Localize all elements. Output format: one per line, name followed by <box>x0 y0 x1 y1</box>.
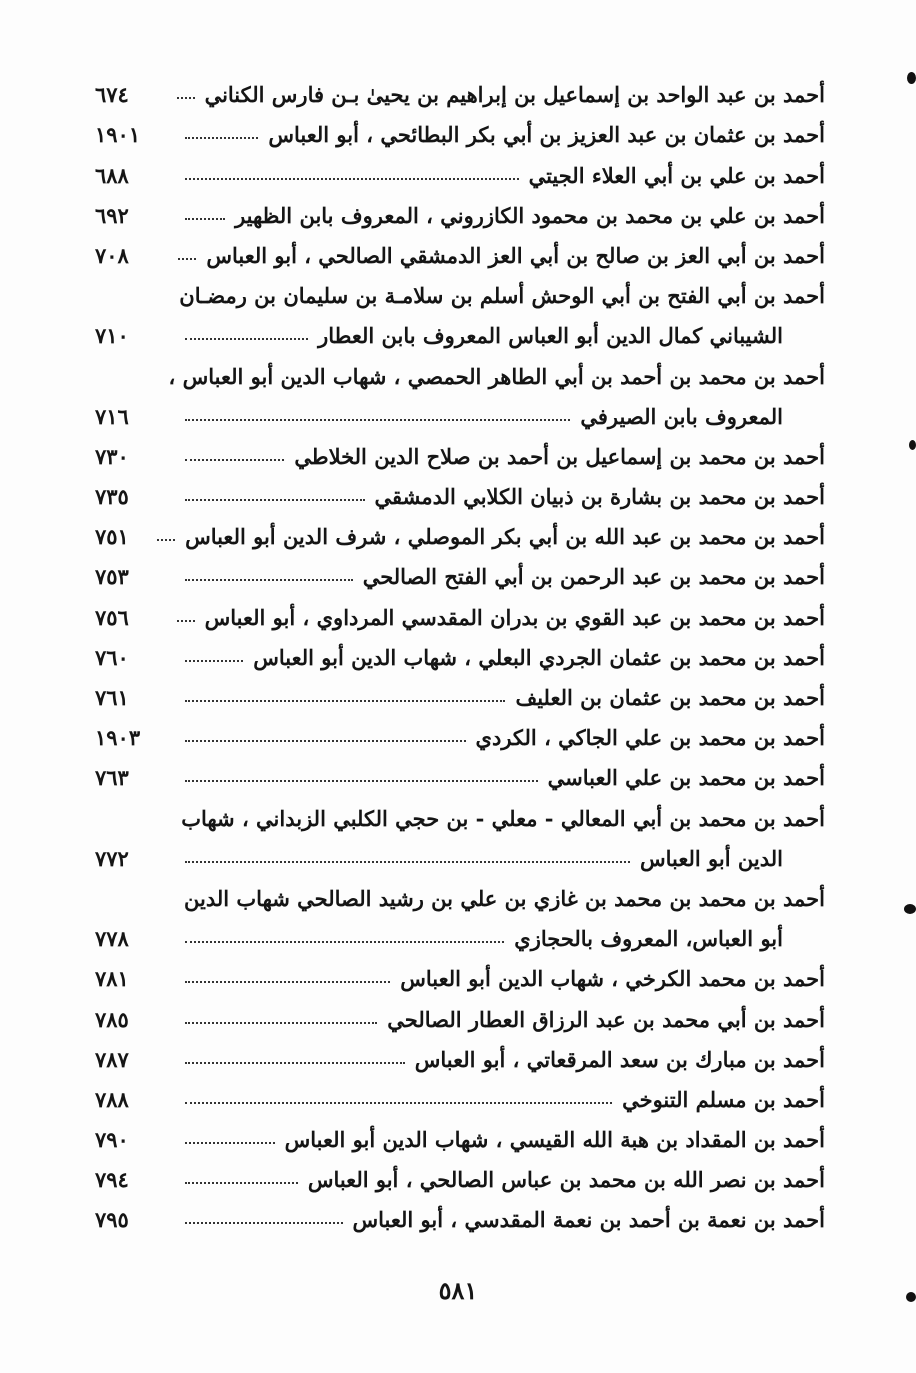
entry-page-number: ٧٣٠ <box>95 443 129 469</box>
index-entry <box>95 594 825 634</box>
dot-leader <box>185 1062 405 1064</box>
entry-page-number: ٧٨٨ <box>95 1086 129 1112</box>
dot-leader <box>185 861 630 863</box>
entry-name: أحمد بن مبارك بن سعد المرقعاتي ، أبو العباس <box>414 1046 825 1072</box>
entry-name: أحمد بن أبي محمد بن عبد الرزاق العطار الصالحي <box>387 1006 825 1032</box>
entry-name: أحمد بن محمد بن بشارة بن ذبيان الكلابي الدمشقي <box>374 484 825 510</box>
entry-name: أحمد بن محمد الكرخي ، شهاب الدين أبو العباس <box>400 966 825 992</box>
dot-leader <box>185 700 505 702</box>
entry-name: أحمد بن محمد بن محمد بن غازي بن علي بن رشيد الصالحي شهاب الدين <box>184 885 825 911</box>
index-entry <box>95 193 825 233</box>
entry-page-number: ٧٨٧ <box>95 1046 129 1072</box>
dot-leader <box>185 579 353 581</box>
entry-name: أحمد بن محمد بن عبد القوي بن بدران المقدسي المرداوي ، أبو العباس <box>204 604 825 630</box>
entry-page-number: ٧٥٣ <box>95 564 129 590</box>
index-entry <box>95 996 825 1036</box>
dot-leader <box>185 1022 377 1024</box>
dot-leader <box>157 539 175 541</box>
entry-name: أحمد بن أبي الفتح بن أبي الوحش أسلم بن سلامـة بن سليمان بن رمضـان <box>179 283 825 309</box>
entry-name: أحمد بن محمد بن عثمان بن العليف <box>515 685 825 710</box>
entry-page-number: ٦٩٢ <box>95 202 129 228</box>
entry-page-number: ١٩٠١ <box>95 122 141 148</box>
index-entry <box>95 1157 825 1197</box>
entry-name: أحمد بن أبي العز بن صالح بن أبي العز الدمشقي الصالحي ، أبو العباس <box>206 242 825 268</box>
dot-leader <box>185 499 365 501</box>
entry-name: أحمد بن عبد الواحد بن إسماعيل بن إبراهيم بن يحيىٰ بـن فارس الكناني <box>204 82 825 108</box>
entry-page-number: ٧١٠ <box>95 323 129 349</box>
index-entry <box>95 273 825 353</box>
entry-page-number: ٧٩٥ <box>95 1207 129 1233</box>
entry-name-continuation: الدين أبو العباس <box>640 845 783 871</box>
entry-name-continuation: أبو العباس، المعروف بالحجازي <box>514 926 783 952</box>
dot-leader <box>185 1222 343 1224</box>
entry-page-number: ٧٥٦ <box>95 604 129 630</box>
dot-leader <box>185 137 258 139</box>
entry-name: أحمد بن المقداد بن هبة الله القيسي ، شهاب الدين أبو العباس <box>284 1127 825 1153</box>
dot-leader <box>185 1182 298 1184</box>
entry-name: أحمد بن نصر الله بن محمد بن عباس الصالحي ، أبو العباس <box>307 1167 825 1193</box>
dot-leader <box>185 419 570 421</box>
dot-leader <box>185 660 243 662</box>
entry-page-number: ٧٩٤ <box>95 1167 129 1193</box>
entry-page-number: ٧٨١ <box>95 966 129 992</box>
dot-leader <box>185 740 466 742</box>
entry-page-number: ١٩٠٣ <box>95 725 141 751</box>
entry-name: أحمد بن محمد بن أحمد بن أبي الطاهر الحمصي ، شهاب الدين أبو العباس ، <box>168 363 825 389</box>
dot-leader <box>185 459 284 461</box>
index-entry <box>95 353 825 433</box>
entry-name: أحمد بن مسلم التنوخي <box>622 1086 825 1112</box>
entry-page-number: ٧٧٢ <box>95 845 129 871</box>
dot-leader <box>185 1142 275 1144</box>
index-list <box>95 72 825 1237</box>
index-entry <box>95 72 825 112</box>
index-entry <box>95 474 825 514</box>
entry-name: أحمد بن علي بن أبي العلاء الجيتي <box>528 162 825 188</box>
entry-name: أحمد بن محمد بن عبد الرحمن بن أبي الفتح الصالحي <box>362 564 825 590</box>
entry-name: أحمد بن محمد بن عثمان الجردي البعلي ، شهاب الدين أبو العباس <box>253 644 825 670</box>
index-entry <box>95 1117 825 1157</box>
index-entry <box>95 554 825 594</box>
index-entry <box>95 1037 825 1077</box>
entry-name-continuation: المعروف بابن الصيرفي <box>580 403 783 429</box>
scan-speck <box>906 1292 916 1302</box>
index-entry <box>95 233 825 273</box>
entry-page-number: ٧٠٨ <box>95 242 129 268</box>
entry-name: أحمد بن محمد بن علي الجاكي ، الكردي <box>475 725 825 751</box>
dot-leader <box>185 1102 612 1104</box>
dot-leader <box>185 941 504 943</box>
dot-leader <box>185 338 308 340</box>
entry-page-number: ٧١٦ <box>95 403 129 429</box>
dot-leader <box>185 218 225 220</box>
entry-name: أحمد بن محمد بن أبي المعالي - معلي - بن حجي الكلبي الزبداني ، شهاب <box>181 805 825 831</box>
index-entry <box>95 635 825 675</box>
index-entry <box>95 876 825 956</box>
index-entry <box>95 1077 825 1117</box>
index-entry <box>95 755 825 795</box>
entry-name: أحمد بن عثمان بن عبد العزيز بن أبي بكر البطائحي ، أبو العباس <box>268 122 825 148</box>
entry-page-number: ٦٨٨ <box>95 162 129 188</box>
entry-page-number: ٧٣٥ <box>95 484 129 510</box>
entry-page-number: ٧٦٣ <box>95 765 129 791</box>
index-entry <box>95 112 825 152</box>
entry-page-number: ٧٨٥ <box>95 1006 129 1032</box>
scan-speck <box>909 440 916 450</box>
entry-page-number: ٧٧٨ <box>95 926 129 952</box>
index-entry <box>95 675 825 715</box>
entry-name: أحمد بن علي بن محمد بن محمود الكازروني ، المعروف بابن الظهير <box>235 202 825 228</box>
entry-page-number: ٧٥١ <box>95 524 129 550</box>
entry-page-number: ٧٦١ <box>95 685 129 710</box>
index-entry <box>95 514 825 554</box>
entry-page-number: ٧٦٠ <box>95 644 129 670</box>
index-entry <box>95 956 825 996</box>
entry-page-number: ٦٧٤ <box>95 82 129 108</box>
entry-name: أحمد بن نعمة بن أحمد بن نعمة المقدسي ، أبو العباس <box>352 1207 825 1233</box>
entry-name: أحمد بن محمد بن علي العباسي <box>547 765 825 791</box>
dot-leader <box>178 258 196 260</box>
entry-name-continuation: الشيباني كمال الدين أبو العباس المعروف بابن العطار <box>318 323 783 349</box>
dot-leader <box>185 178 519 180</box>
scan-speck <box>907 72 916 84</box>
dot-leader <box>185 981 390 983</box>
entry-name: أحمد بن محمد بن عبد الله بن أبي بكر الموصلي ، شرف الدين أبو العباس <box>185 524 825 550</box>
dot-leader <box>177 620 195 622</box>
page-number: ٥٨١ <box>438 1276 478 1305</box>
dot-leader <box>185 780 538 782</box>
index-entry <box>95 1197 825 1237</box>
index-entry <box>95 795 825 875</box>
dot-leader <box>177 97 195 99</box>
index-entry <box>95 152 825 192</box>
index-entry <box>95 434 825 474</box>
entry-name: أحمد بن محمد بن إسماعيل بن أحمد بن صلاح الدين الخلاطي <box>294 443 825 469</box>
entry-page-number: ٧٩٠ <box>95 1127 129 1153</box>
index-entry <box>95 715 825 755</box>
scan-speck <box>904 904 916 914</box>
